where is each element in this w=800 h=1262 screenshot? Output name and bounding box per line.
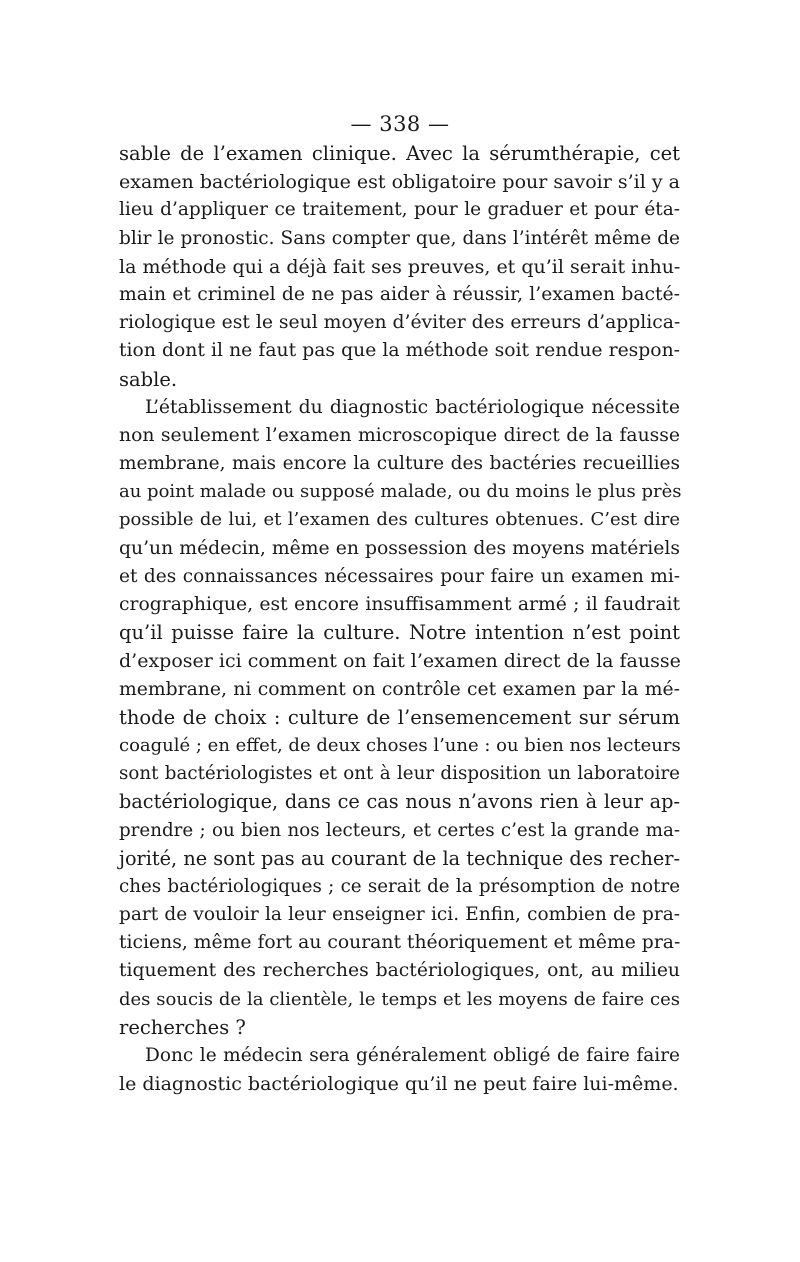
text-line: part de vouloir la leur enseigner ici. Enfin, combien de pra- [119, 904, 680, 926]
text-line: jorité, ne sont pas au courant de la technique des recher- [119, 846, 680, 870]
body-text [119, 140, 680, 1098]
text-line: prendre ; ou bien nos lecteurs, et certes c’est la grande ma- [119, 819, 680, 841]
text-line: membrane, mais encore la culture des bactéries recueillies [119, 453, 680, 475]
text-line: lieu d’appliquer ce traitement, pour le graduer et pour éta- [119, 199, 680, 221]
text-line: sable de l’examen clinique. Avec la sérumthérapie, cet [119, 142, 680, 165]
text-line: sable. [119, 367, 178, 391]
text-line: le diagnostic bactériologique qu’il ne peut faire lui-même. [119, 1073, 679, 1096]
text-line: blir le pronostic. Sans compter que, dans l’intérêt même de [119, 227, 680, 249]
text-line: qu’il puisse faire la culture. Notre intention n’est point [119, 621, 680, 645]
text-line: crographique, est encore insuffisamment armé ; il faudrait [119, 594, 680, 615]
text-line: membrane, ni comment on contrôle cet examen par la mé- [119, 678, 680, 700]
text-line: Donc le médecin sera généralement obligé de faire faire [145, 1045, 680, 1066]
text-line: riologique est le seul moyen d’éviter des erreurs d’applica- [119, 312, 681, 334]
text-line: d’exposer ici comment on fait l’examen direct de la fausse [119, 650, 681, 673]
text-line: et des connaissances nécessaires pour faire un examen mi- [119, 565, 680, 587]
text-line: la méthode qui a déjà fait ses preuves, et qu’il serait inhu- [119, 255, 681, 278]
text-line: thode de choix : culture de l’ensemencement sur sérum [119, 705, 680, 729]
text-line: qu’un médecin, même en possession des moyens matériels [119, 537, 680, 559]
text-line: tiquement des recherches bactériologiques, ont, au milieu [119, 960, 680, 982]
text-line: sont bactériologistes et ont à leur disposition un laboratoire [119, 763, 680, 785]
text-line: non seulement l’examen microscopique direct de la fausse [119, 424, 680, 446]
text-line: main et criminel de ne pas aider à réussir, l’examen bacté- [119, 283, 680, 305]
text-line: bactériologique, dans ce cas nous n’avons rien à leur ap- [119, 790, 680, 814]
text-line: ticiens, même fort au courant théoriquement et même pra- [119, 932, 681, 954]
text-line: recherches ? [119, 1015, 246, 1039]
text-line: coagulé ; en effet, de deux choses l’une : ou bien nos lecteurs [119, 734, 681, 756]
text-line: tion dont il ne faut pas que la méthode soit rendue respon- [119, 340, 680, 362]
text-line: au point malade ou supposé malade, ou du moins le plus près [119, 481, 682, 503]
text-line: ches bactériologiques ; ce serait de la présomption de notre [119, 875, 680, 897]
page-number: — 338 — [350, 112, 450, 136]
text-line: examen bactériologique est obligatoire pour savoir s’il y a [119, 171, 680, 194]
text-line: possible de lui, et l’examen des cultures obtenues. C’est dire [119, 509, 680, 531]
text-line: des soucis de la clientèle, le temps et les moyens de faire ces [119, 988, 680, 1010]
text-line: L’établissement du diagnostic bactériologique nécessite [145, 396, 680, 418]
